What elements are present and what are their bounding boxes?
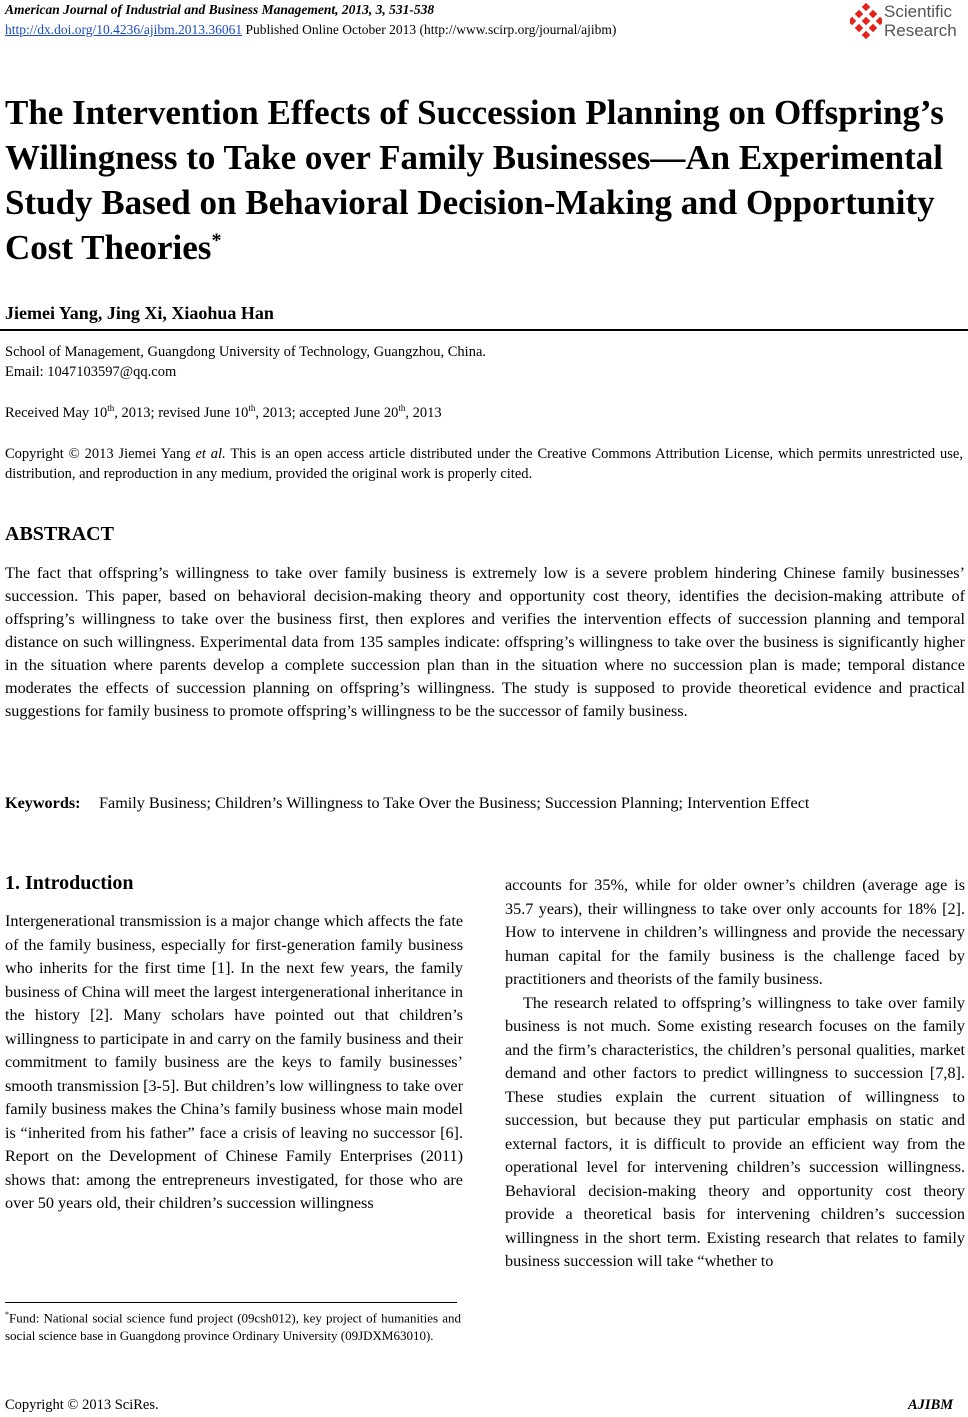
logo-diamond-3 [862, 17, 870, 25]
title-footnote-mark: * [211, 229, 222, 252]
logo-diamond-6 [855, 24, 863, 32]
received-ordinal: th [107, 403, 115, 413]
logo-diamond-1 [855, 10, 863, 18]
copyright-license-notice [5, 444, 963, 484]
paper-title-text: The Intervention Effects of Succession Planning on Offspring’s Willingness to Take over Family Businesses—An Experimental Study Based on Behavioral Decision-Making and Opportunity Cost Theories [5, 93, 944, 267]
footnote-mark: * [5, 1310, 9, 1319]
article-dates [5, 403, 442, 422]
copyright-holder: Copyright © 2013 Jiemei Yang [5, 446, 196, 462]
keywords-list: Family Business; Children’s Willingness to Take Over the Business; Succession Planning; Intervention Effect [99, 794, 810, 812]
logo-diamond-0 [862, 3, 870, 11]
author-list: Jiemei Yang, Jing Xi, Xiaohua Han [5, 303, 274, 323]
paper-title [5, 90, 963, 270]
abstract-heading: ABSTRACT [5, 523, 114, 545]
footer-copyright: Copyright © 2013 SciRes. [5, 1397, 159, 1413]
intro-paragraph-continued: accounts for 35%, while for older owner’s children (average age is 35.7 years), their willingness to take over only accounts for 18% [2]. How to intervene in children’s willingness and provide the necessary human capital for the family business is the challenge faced by practitioners and theorists of the family business. [505, 876, 965, 988]
received-date: Received May 10 [5, 404, 108, 421]
header-divider [0, 329, 968, 331]
funding-footnote [5, 1306, 461, 1345]
footer-journal-abbrev: AJIBM [908, 1397, 954, 1413]
journal-citation: American Journal of Industrial and Business Management, 2013, 3, 531-538 [5, 2, 435, 17]
scientific-research-diamond-logo-icon [850, 3, 882, 41]
publisher-logo [850, 2, 965, 44]
contact-email: Email: 1047103597@qq.com [5, 364, 177, 380]
revised-date: , 2013; revised June 10 [114, 404, 249, 421]
license-text: This is an open access article distributed under the Creative Commons Attribution License, which permits unrestricted use, distribution, and reproduction in any medium, provided the original work is properly cited. [5, 446, 963, 482]
logo-text-line1: Scientific [884, 2, 953, 21]
et-al: et al. [195, 446, 226, 462]
intro-left-column: Intergenerational transmission is a major change which affects the fate of the family business, especially for first-generation family business who inherits for the first time [1]. In the next few years, the family business of China will meet the largest intergenerational inheritance in the history [2]. Many scholars have pointed out that children’s willingness to participate in and carry on the family business and their commitment to family business are the keys to family businesses’ smooth transmission [3-5]. But children’s low willingness to take over family business makes the China’s family business whose main model is “inherited from his father” face a crisis of leaving no successor [6]. Report on the Development of Chinese Family Enterprises (2011) shows that: among the entrepreneurs investigated, for those who are over 50 years old, their children’s succession willingness [5, 912, 463, 1212]
published-online-text: Published Online October 2013 (http://www.scirp.org/journal/ajibm) [242, 22, 617, 37]
intro-right-column [505, 874, 965, 1274]
accepted-year: , 2013 [405, 404, 442, 421]
affiliation: School of Management, Guangdong University of Technology, Guangzhou, China. [5, 344, 487, 360]
logo-diamond-2 [869, 10, 877, 18]
abstract-text: The fact that offspring’s willingness to take over family business is extremely low is a severe problem hindering Chinese family businesses’ succession. This paper, based on behavioral decision-making theory and opportunity cost theory, identifies the decision-making attribute of offspring’s willingness to take over the business first, then explores and verifies the intervention effects of succession planning and temporal distance on such willingness. Experimental data from 135 samples indicate: offspring’s willingness to take over the business is significantly higher in the situation where parents develop a complete succession plan than in the situation where no succession plan is made; temporal distance moderates the effects of succession planning on offspring’s willingness. The study is supposed to provide theoretical evidence and practical suggestions for family business to promote offspring’s willingness to be the successor of family business. [5, 564, 965, 720]
doi-link[interactable]: http://dx.doi.org/10.4236/ajibm.2013.36061 [5, 22, 243, 37]
logo-text-line2: Research [884, 21, 957, 40]
intro-paragraph-research: The research related to offspring’s willingness to take over family business is not much. Some existing research focuses on the family and the firm’s characteristics, the children’s personal qualities, market demand and other factors to predict willingness to succession [7,8]. These studies explain the current situation of willingness to succession, but because they put particular emphasis on static and external factors, it is difficult to provide an efficient way from the operational level for intervening children’s succession willingness. Behavioral decision-making theory and opportunity cost theory provide a theoretical basis for intervening children’s succession willingness in the short term. Existing research that relates to family business succession will take “whether to [505, 993, 965, 1270]
keywords [5, 792, 965, 815]
section-heading-introduction: 1. Introduction [5, 872, 134, 894]
revised-ordinal: th [248, 403, 256, 413]
accepted-date: , 2013; accepted June 20 [255, 404, 399, 421]
logo-diamond-5 [876, 17, 882, 25]
logo-diamond-4 [850, 17, 856, 25]
keywords-label: Keywords: [5, 794, 81, 812]
footnote-divider [5, 1302, 457, 1303]
logo-diamond-8 [862, 31, 870, 39]
accepted-ordinal: th [398, 403, 406, 413]
logo-diamond-7 [869, 24, 877, 32]
publication-line [5, 22, 616, 38]
footnote-text: Fund: National social science fund project (09csh012), key project of humanities and social science base in Guangdong province Ordinary University (09JDXM63010). [5, 1310, 461, 1344]
